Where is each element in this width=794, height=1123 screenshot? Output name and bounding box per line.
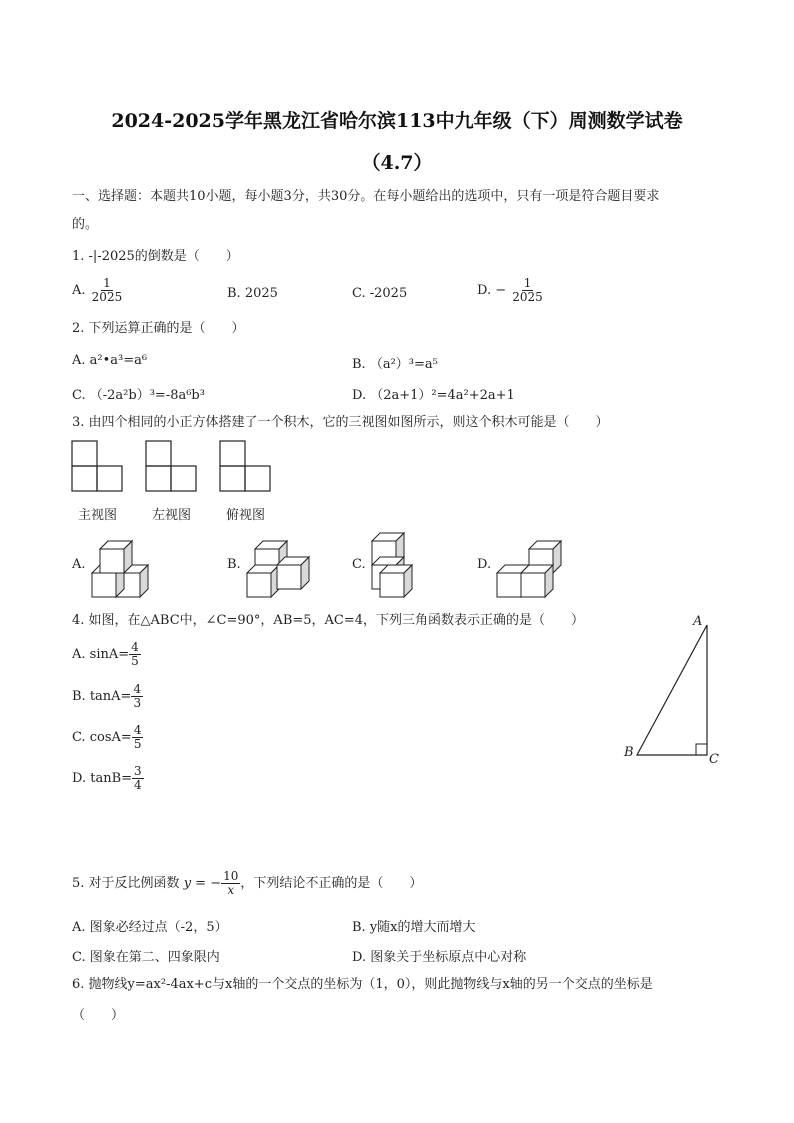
numerator: 4 <box>133 723 142 737</box>
section-heading-cont: 的。 <box>72 217 99 232</box>
question-3-option-a: A. <box>72 557 86 572</box>
question-2-option-d: D. （2a+1）²=4a²+2a+1 <box>352 388 515 403</box>
question-1-option-c: C. -2025 <box>352 286 408 301</box>
option-label: C. cosA= <box>72 730 132 745</box>
question-3-option-c: C. <box>352 557 366 572</box>
stem-text: ，下列结论不正确的是（ ） <box>240 876 423 891</box>
question-3-stem: 3. 由四个相同的小正方体搭建了一个积木，它的三视图如图所示，则这个积木可能是（ ） <box>72 415 609 430</box>
vertex-label-c: C <box>709 752 719 767</box>
question-1-stem: 1. -|-2025的倒数是（ ） <box>72 249 239 264</box>
denominator: 3 <box>133 696 142 710</box>
question-5-stem <box>72 870 422 897</box>
denominator: 2025 <box>512 290 543 304</box>
numerator: 4 <box>133 682 142 696</box>
question-3-option-b: B. <box>227 557 241 572</box>
option-label: A. <box>72 283 86 298</box>
denominator: x <box>227 883 235 897</box>
denominator: 5 <box>131 654 139 668</box>
section-heading: 一、选择题：本题共10小题，每小题3分，共30分。在每小题给出的选项中，只有一项是符合题目要求 <box>72 189 660 204</box>
option-label: B. tanA= <box>72 689 132 704</box>
numerator: 1 <box>523 276 532 290</box>
front-view-caption: 主视图 <box>78 508 118 523</box>
vertex-label-a: A <box>693 614 703 629</box>
question-6-stem-cont: （ ） <box>72 1008 125 1023</box>
question-2-option-a: A. a²•a³=a⁶ <box>72 353 148 368</box>
triangle-abc <box>637 625 707 755</box>
option-label: A. sinA= <box>72 647 130 662</box>
numerator: 1 <box>103 276 111 290</box>
numerator: 4 <box>131 640 139 654</box>
denominator: 5 <box>133 737 142 751</box>
question-1-option-b: B. 2025 <box>227 286 278 301</box>
right-angle-mark <box>696 744 707 755</box>
option-label: D. tanB= <box>72 771 133 786</box>
question-2-option-b: B. （a²）³=a⁵ <box>352 357 438 372</box>
exam-date: （4.7） <box>361 152 433 174</box>
question-5-option-b: B. y随x的增大而增大 <box>352 920 476 935</box>
denominator: 2025 <box>91 290 123 304</box>
fraction <box>221 870 240 897</box>
numerator: 3 <box>134 764 142 778</box>
question-4-stem: 4. 如图，在△ABC中，∠C=90°，AB=5，AC=4，下列三角函数表示正确的是（ ） <box>72 613 585 628</box>
stem-text: 5. 对于反比例函数 <box>72 876 180 891</box>
numerator: 10 <box>223 869 239 883</box>
exam-title: 2024-2025学年黑龙江省哈尔滨113中九年级（下）周测数学试卷 <box>111 110 683 132</box>
question-5-option-a: A. 图象必经过点（-2，5） <box>72 920 228 935</box>
question-6-stem: 6. 抛物线y=ax²-4ax+c与x轴的一个交点的坐标为（1，0），则此抛物线与x轴的另一个交点的坐标是 <box>72 977 653 992</box>
function-lhs: y = − <box>183 876 222 891</box>
vertex-label-b: B <box>624 745 634 760</box>
denominator: 4 <box>134 778 142 792</box>
question-2-option-c: C. （-2a²b）³=-8a⁶b³ <box>72 388 205 403</box>
question-3-option-d: D. <box>477 557 492 572</box>
option-label: D. − <box>477 283 507 298</box>
question-5-option-c: C. 图象在第二、四象限内 <box>72 950 220 965</box>
top-view-caption: 俯视图 <box>226 508 266 523</box>
question-5-option-d: D. 图象关于坐标原点中心对称 <box>352 950 527 965</box>
left-view-caption: 左视图 <box>152 508 192 523</box>
question-2-stem: 2. 下列运算正确的是（ ） <box>72 321 245 336</box>
